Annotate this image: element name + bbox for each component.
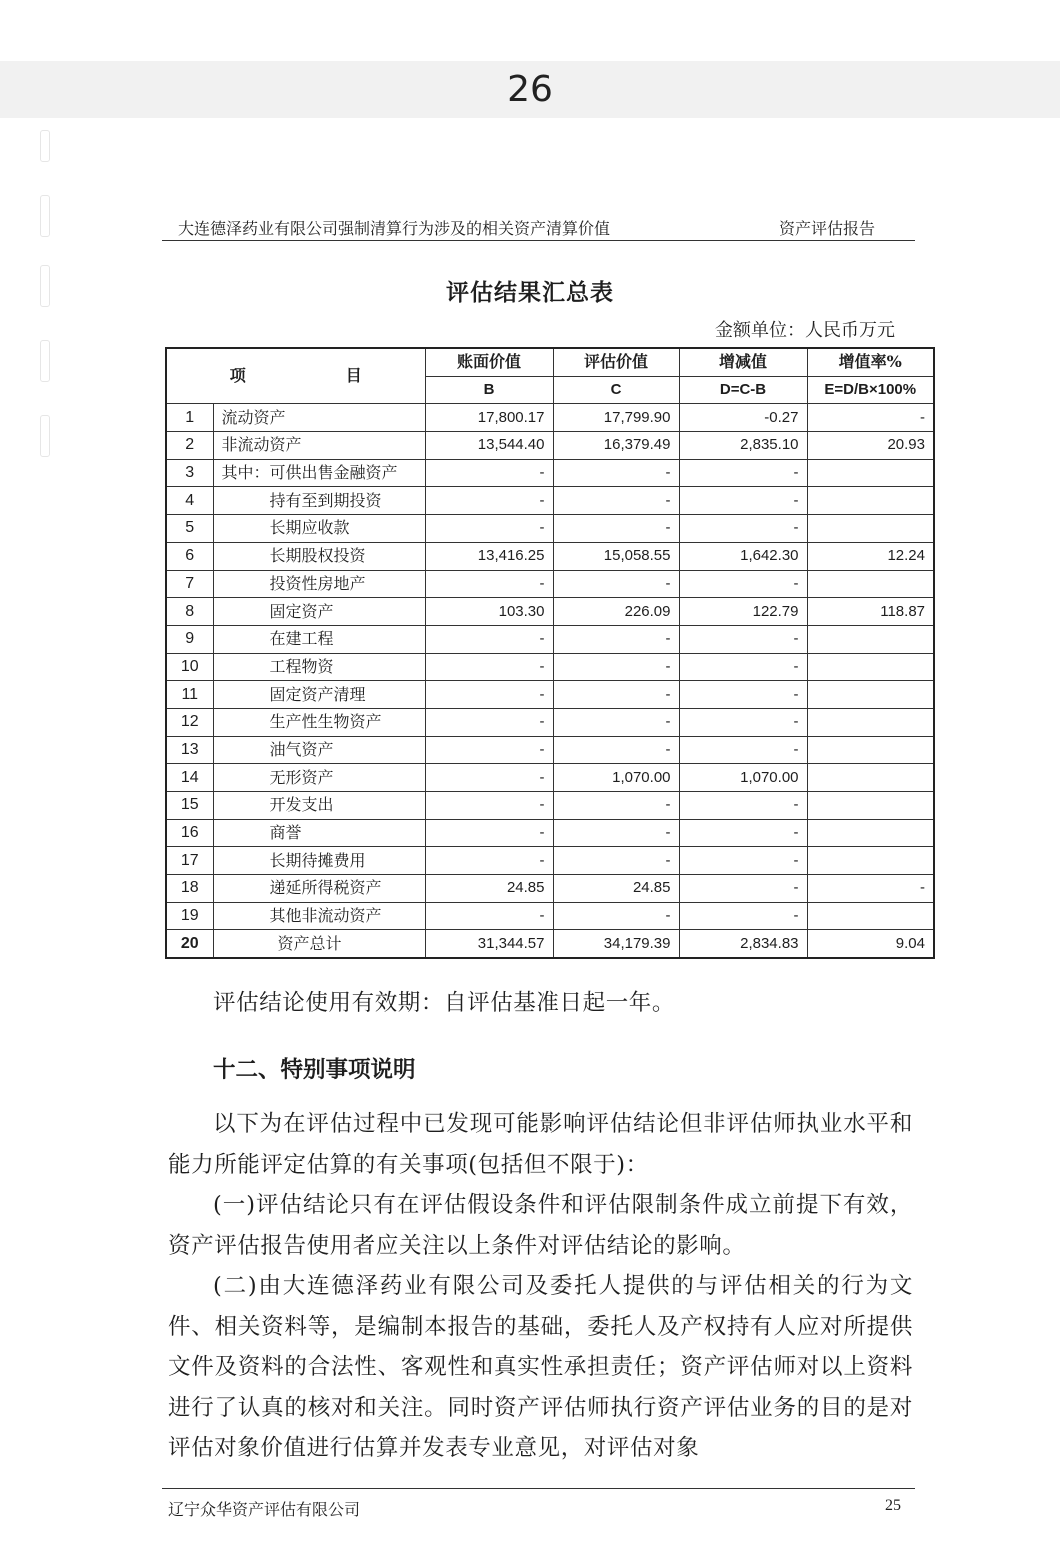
table-row bbox=[166, 625, 934, 653]
row-number: 13 bbox=[166, 736, 213, 764]
table-row bbox=[166, 542, 934, 570]
row-change: - bbox=[679, 459, 807, 487]
header-rate: 增值率% bbox=[807, 348, 934, 376]
row-number: 20 bbox=[166, 930, 213, 958]
row-change: 2,834.83 bbox=[679, 930, 807, 958]
row-item-name: 生产性生物资产 bbox=[213, 708, 425, 736]
row-number: 2 bbox=[166, 432, 213, 460]
row-change: - bbox=[679, 681, 807, 709]
table-row bbox=[166, 653, 934, 681]
paragraph: (一)评估结论只有在评估假设条件和评估限制条件成立前提下有效，资产评估报告使用者应关注以上条件对评估结论的影响。 bbox=[168, 1192, 913, 1259]
row-appraised-value: - bbox=[553, 681, 679, 709]
row-number: 1 bbox=[166, 404, 213, 432]
paragraph: 以下为在评估过程中已发现可能影响评估结论但非评估师执业水平和能力所能评定估算的有关事项(包括但不限于)： bbox=[168, 1111, 913, 1178]
row-number: 8 bbox=[166, 598, 213, 626]
row-appraised-value: - bbox=[553, 819, 679, 847]
row-item-name: 固定资产 bbox=[213, 598, 425, 626]
row-appraised-value: - bbox=[553, 708, 679, 736]
row-number: 16 bbox=[166, 819, 213, 847]
footer-company: 辽宁众华资产评估有限公司 bbox=[168, 1500, 361, 1519]
row-item-name: 长期待摊费用 bbox=[213, 847, 425, 875]
row-book-value: - bbox=[425, 764, 553, 792]
row-rate bbox=[807, 487, 934, 515]
row-rate bbox=[807, 764, 934, 792]
row-item-name: 在建工程 bbox=[213, 625, 425, 653]
row-change: - bbox=[679, 653, 807, 681]
row-item-name: 商誉 bbox=[213, 819, 425, 847]
row-book-value: 103.30 bbox=[425, 598, 553, 626]
row-change: - bbox=[679, 902, 807, 930]
row-change: - bbox=[679, 736, 807, 764]
table-row bbox=[166, 515, 934, 543]
row-number: 7 bbox=[166, 570, 213, 598]
row-change: - bbox=[679, 708, 807, 736]
header-doc-type: 资产评估报告 bbox=[778, 219, 875, 238]
row-item-name: 长期应收款 bbox=[213, 515, 425, 543]
row-book-value: - bbox=[425, 681, 553, 709]
row-appraised-value: - bbox=[553, 459, 679, 487]
row-change: - bbox=[679, 515, 807, 543]
header-book-code: B bbox=[425, 376, 553, 404]
row-rate: 20.93 bbox=[807, 432, 934, 460]
table-row bbox=[166, 736, 934, 764]
row-item-name: 资产总计 bbox=[213, 930, 425, 958]
row-rate bbox=[807, 847, 934, 875]
row-rate bbox=[807, 708, 934, 736]
row-change: 2,835.10 bbox=[679, 432, 807, 460]
row-book-value: - bbox=[425, 653, 553, 681]
row-rate: - bbox=[807, 875, 934, 903]
scan-artifact bbox=[40, 195, 50, 237]
row-book-value: - bbox=[425, 487, 553, 515]
table-row bbox=[166, 432, 934, 460]
scan-artifact bbox=[40, 415, 50, 457]
special-matters-text bbox=[168, 1104, 913, 1469]
row-appraised-value: - bbox=[553, 625, 679, 653]
row-rate bbox=[807, 625, 934, 653]
row-rate: 118.87 bbox=[807, 598, 934, 626]
row-book-value: - bbox=[425, 847, 553, 875]
row-number: 6 bbox=[166, 542, 213, 570]
row-appraised-value: 16,379.49 bbox=[553, 432, 679, 460]
row-appraised-value: 15,058.55 bbox=[553, 542, 679, 570]
header-item-b: 目 bbox=[345, 366, 362, 386]
table-row bbox=[166, 459, 934, 487]
footer-page-number: 25 bbox=[885, 1497, 901, 1514]
section-heading: 十二、特别事项说明 bbox=[213, 1057, 416, 1083]
row-number: 5 bbox=[166, 515, 213, 543]
row-appraised-value: - bbox=[553, 653, 679, 681]
row-item-name: 油气资产 bbox=[213, 736, 425, 764]
row-number: 4 bbox=[166, 487, 213, 515]
row-item-name: 无形资产 bbox=[213, 764, 425, 792]
table-row bbox=[166, 598, 934, 626]
unit-note: 金额单位：人民币万元 bbox=[715, 320, 895, 341]
row-change: - bbox=[679, 792, 807, 820]
header-change-code: D=C-B bbox=[679, 376, 807, 404]
row-item-name: 流动资产 bbox=[213, 404, 425, 432]
row-book-value: - bbox=[425, 792, 553, 820]
row-appraised-value: 226.09 bbox=[553, 598, 679, 626]
table-row bbox=[166, 681, 934, 709]
row-appraised-value: - bbox=[553, 515, 679, 543]
row-appraised-value: - bbox=[553, 736, 679, 764]
scan-artifact bbox=[40, 130, 50, 162]
row-number: 17 bbox=[166, 847, 213, 875]
row-appraised-value: 1,070.00 bbox=[553, 764, 679, 792]
row-rate bbox=[807, 570, 934, 598]
row-appraised-value: - bbox=[553, 902, 679, 930]
header-change: 增减值 bbox=[679, 348, 807, 376]
row-rate: - bbox=[807, 404, 934, 432]
row-rate bbox=[807, 459, 934, 487]
row-rate bbox=[807, 653, 934, 681]
table-body bbox=[166, 404, 934, 958]
paragraph: (二)由大连德泽药业有限公司及委托人提供的与评估相关的行为文件、相关资料等，是编制本报告的基础，委托人及产权持有人应对所提供文件及资料的合法性、客观性和真实性承担责任；资产评估师对以上资料进行了认真的核对和关注。同时资产评估师执行资产评估业务的目的是对评估对象价值进行估算并发表专业意见，对评估对象 bbox=[168, 1273, 913, 1461]
row-book-value: - bbox=[425, 625, 553, 653]
row-item-name: 非流动资产 bbox=[213, 432, 425, 460]
row-appraised-value: - bbox=[553, 847, 679, 875]
row-number: 10 bbox=[166, 653, 213, 681]
row-item-name: 固定资产清理 bbox=[213, 681, 425, 709]
banner-page-number: 26 bbox=[507, 69, 553, 110]
row-rate: 12.24 bbox=[807, 542, 934, 570]
row-book-value: 17,800.17 bbox=[425, 404, 553, 432]
row-book-value: 31,344.57 bbox=[425, 930, 553, 958]
row-number: 19 bbox=[166, 902, 213, 930]
row-item-name: 长期股权投资 bbox=[213, 542, 425, 570]
row-number: 12 bbox=[166, 708, 213, 736]
validity-statement: 评估结论使用有效期：自评估基准日起一年。 bbox=[213, 990, 676, 1016]
header-doc-title: 大连德泽药业有限公司强制清算行为涉及的相关资产清算价值 bbox=[178, 219, 611, 238]
header-appraised-value: 评估价值 bbox=[553, 348, 679, 376]
row-appraised-value: 34,179.39 bbox=[553, 930, 679, 958]
row-rate bbox=[807, 902, 934, 930]
row-number: 11 bbox=[166, 681, 213, 709]
row-rate bbox=[807, 736, 934, 764]
row-change: 122.79 bbox=[679, 598, 807, 626]
row-item-name: 其中：可供出售金融资产 bbox=[213, 459, 425, 487]
table-title: 评估结果汇总表 bbox=[446, 279, 614, 306]
row-number: 9 bbox=[166, 625, 213, 653]
row-change: - bbox=[679, 819, 807, 847]
row-change: - bbox=[679, 570, 807, 598]
row-book-value: - bbox=[425, 459, 553, 487]
row-number: 15 bbox=[166, 792, 213, 820]
header-item-a: 项 bbox=[229, 366, 246, 386]
row-appraised-value: - bbox=[553, 570, 679, 598]
row-change: - bbox=[679, 875, 807, 903]
table-row bbox=[166, 764, 934, 792]
row-item-name: 其他非流动资产 bbox=[213, 902, 425, 930]
row-item-name: 工程物资 bbox=[213, 653, 425, 681]
header-appraised-code: C bbox=[553, 376, 679, 404]
row-book-value: - bbox=[425, 515, 553, 543]
table-row bbox=[166, 902, 934, 930]
row-item-name: 开发支出 bbox=[213, 792, 425, 820]
table-row bbox=[166, 847, 934, 875]
row-book-value: - bbox=[425, 708, 553, 736]
scan-artifact bbox=[40, 340, 50, 382]
table-row bbox=[166, 708, 934, 736]
row-item-name: 投资性房地产 bbox=[213, 570, 425, 598]
row-number: 18 bbox=[166, 875, 213, 903]
row-number: 3 bbox=[166, 459, 213, 487]
row-book-value: - bbox=[425, 736, 553, 764]
row-rate bbox=[807, 515, 934, 543]
row-appraised-value: - bbox=[553, 792, 679, 820]
table-row bbox=[166, 930, 934, 958]
row-appraised-value: 17,799.90 bbox=[553, 404, 679, 432]
row-rate bbox=[807, 819, 934, 847]
row-book-value: 13,544.40 bbox=[425, 432, 553, 460]
table-row bbox=[166, 404, 934, 432]
row-change: - bbox=[679, 847, 807, 875]
row-number: 14 bbox=[166, 764, 213, 792]
table-row bbox=[166, 792, 934, 820]
row-rate bbox=[807, 792, 934, 820]
row-appraised-value: 24.85 bbox=[553, 875, 679, 903]
row-book-value: - bbox=[425, 819, 553, 847]
header-rate-code: E=D/B×100% bbox=[807, 376, 934, 404]
row-book-value: - bbox=[425, 902, 553, 930]
row-book-value: 24.85 bbox=[425, 875, 553, 903]
document-header bbox=[162, 214, 915, 241]
row-change: 1,642.30 bbox=[679, 542, 807, 570]
page-number-banner bbox=[0, 61, 1060, 118]
table-row bbox=[166, 570, 934, 598]
row-rate bbox=[807, 681, 934, 709]
summary-table bbox=[165, 347, 935, 959]
row-appraised-value: - bbox=[553, 487, 679, 515]
header-item bbox=[166, 348, 425, 404]
row-item-name: 持有至到期投资 bbox=[213, 487, 425, 515]
row-change: - bbox=[679, 487, 807, 515]
row-item-name: 递延所得税资产 bbox=[213, 875, 425, 903]
row-change: -0.27 bbox=[679, 404, 807, 432]
document-footer bbox=[162, 1488, 915, 1519]
row-rate: 9.04 bbox=[807, 930, 934, 958]
row-change: - bbox=[679, 625, 807, 653]
header-book-value: 账面价值 bbox=[425, 348, 553, 376]
row-change: 1,070.00 bbox=[679, 764, 807, 792]
table-row bbox=[166, 875, 934, 903]
row-book-value: - bbox=[425, 570, 553, 598]
table-row bbox=[166, 487, 934, 515]
table-row bbox=[166, 819, 934, 847]
row-book-value: 13,416.25 bbox=[425, 542, 553, 570]
